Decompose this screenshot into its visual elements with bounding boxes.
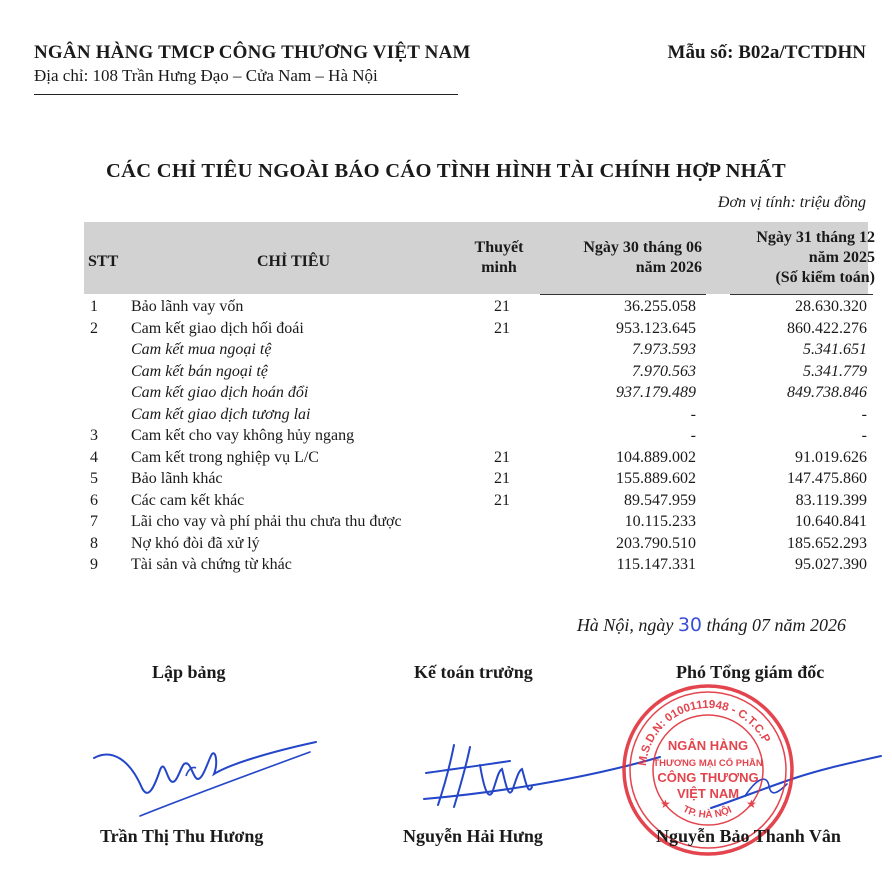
row-stt: 6 xyxy=(90,491,98,509)
row-value-current: 7.970.563 xyxy=(632,362,696,380)
table-row xyxy=(0,340,892,362)
row-value-prior: 10.640.841 xyxy=(795,513,867,530)
row-indicator: Cam kết trong nghiệp vụ L/C xyxy=(131,448,319,466)
preparer-name: Trần Thị Thu Hương xyxy=(100,826,264,846)
table-row xyxy=(0,512,892,534)
table-row xyxy=(0,469,892,491)
row-indicator: Cam kết giao dịch tương lai xyxy=(131,405,311,423)
row-indicator: Bảo lãnh vay vốn xyxy=(131,298,244,315)
row-value-prior: 147.475.860 xyxy=(787,470,867,487)
table-row xyxy=(0,534,892,556)
row-value-prior: 91.019.626 xyxy=(795,448,867,466)
unit-label: Đơn vị tính: triệu đồng xyxy=(717,194,866,211)
row-value-current: - xyxy=(690,427,696,444)
header-col1-line1: Ngày 30 tháng 06 xyxy=(583,239,702,256)
deputy-director-title: Phó Tổng giám đốc xyxy=(676,662,825,682)
header-col2-line1: Ngày 31 tháng 12 xyxy=(756,229,875,246)
row-indicator: Nợ khó đòi đã xử lý xyxy=(131,534,260,552)
seal-line4: VIỆT NAM xyxy=(676,786,740,801)
row-stt: 1 xyxy=(90,298,98,315)
row-value-current: 104.889.002 xyxy=(616,448,696,466)
row-value-current: 155.889.602 xyxy=(616,470,696,487)
row-value-current: 953.123.645 xyxy=(616,319,696,337)
preparer-signature xyxy=(90,730,320,820)
header-period-prior xyxy=(732,228,875,288)
seal-line2: THƯƠNG MẠI CỔ PHẦN xyxy=(653,758,763,769)
row-value-current: 115.147.331 xyxy=(616,556,696,573)
row-value-current: 937.179.489 xyxy=(616,384,696,401)
row-note: 21 xyxy=(494,298,510,315)
header-col1-line2: năm 2026 xyxy=(635,259,702,276)
handwritten-day: 30 xyxy=(677,614,702,636)
header-col2-line3: (Số kiểm toán) xyxy=(775,269,875,286)
seal-ring-bottom: TP. HÀ NỘI xyxy=(680,803,734,821)
table-row xyxy=(0,491,892,513)
row-value-current: 203.790.510 xyxy=(616,534,696,552)
row-indicator: Cam kết giao dịch hối đoái xyxy=(131,319,304,337)
row-stt: 3 xyxy=(90,427,98,444)
table-row xyxy=(0,383,892,405)
seal-star-right: ★ xyxy=(746,797,757,811)
row-value-prior: 5.341.779 xyxy=(803,362,867,380)
table-row xyxy=(0,448,892,470)
bank-address: Địa chỉ: 108 Trần Hưng Đạo – Cửa Nam – Hà Nội xyxy=(34,66,378,85)
header-underline-col1 xyxy=(540,294,706,295)
row-stt: 4 xyxy=(90,448,98,466)
row-note: 21 xyxy=(494,448,510,466)
row-value-current: - xyxy=(690,405,696,423)
row-value-current: 7.973.593 xyxy=(632,341,696,358)
row-indicator: Lãi cho vay và phí phải thu chưa thu được xyxy=(131,513,402,530)
header-note-line2: minh xyxy=(481,259,517,276)
table-row xyxy=(0,297,892,319)
row-note: 21 xyxy=(494,491,510,509)
document-title: CÁC CHỈ TIÊU NGOÀI BÁO CÁO TÌNH HÌNH TÀI CHÍNH HỢP NHẤT xyxy=(105,160,786,182)
row-indicator: Cam kết bán ngoại tệ xyxy=(131,362,268,380)
chief-accountant-name: Nguyễn Hải Hưng xyxy=(403,826,543,846)
bank-name: NGÂN HÀNG TMCP CÔNG THƯƠNG VIỆT NAM xyxy=(34,42,471,63)
row-value-prior: 860.422.276 xyxy=(787,319,867,337)
header-period-current xyxy=(555,238,702,278)
row-value-prior: 83.119.399 xyxy=(795,491,867,509)
table-row xyxy=(0,555,892,577)
header-note xyxy=(470,238,528,278)
seal-star-left: ★ xyxy=(660,797,671,811)
place-date-line xyxy=(577,614,846,636)
preparer-title: Lập bảng xyxy=(152,662,226,682)
row-stt: 9 xyxy=(90,556,98,573)
row-value-prior: 28.630.320 xyxy=(795,298,867,315)
header-indicator: CHỈ TIÊU xyxy=(257,253,331,270)
header-note-line1: Thuyết xyxy=(474,239,524,256)
date-prefix: Hà Nội, ngày xyxy=(576,615,678,635)
seal-line1: NGÂN HÀNG xyxy=(667,738,749,753)
seal-ring-top: M.S.D.N: 0100111948 - C.T.C.P xyxy=(637,698,773,767)
seal-line3: CÔNG THƯƠNG xyxy=(657,770,759,785)
row-indicator: Cam kết cho vay không hủy ngang xyxy=(131,427,355,444)
row-indicator: Các cam kết khác xyxy=(131,491,245,509)
row-indicator: Cam kết giao dịch hoán đổi xyxy=(131,384,309,401)
row-value-prior: - xyxy=(861,405,867,423)
row-stt: 7 xyxy=(90,513,98,530)
row-stt: 2 xyxy=(90,319,98,337)
header-stt: STT xyxy=(88,253,119,270)
date-suffix: tháng 07 năm 2026 xyxy=(702,615,846,635)
table-row xyxy=(0,362,892,384)
row-value-prior: 849.738.846 xyxy=(787,384,867,401)
address-underline xyxy=(34,94,458,95)
table-row xyxy=(0,319,892,341)
row-indicator: Tài sản và chứng từ khác xyxy=(131,556,292,573)
row-indicator: Bảo lãnh khác xyxy=(131,470,223,487)
row-value-prior: 95.027.390 xyxy=(795,556,867,573)
row-value-current: 36.255.058 xyxy=(624,298,696,315)
row-indicator: Cam kết mua ngoại tệ xyxy=(131,341,272,358)
row-note: 21 xyxy=(494,470,510,487)
row-note: 21 xyxy=(494,319,510,337)
header-col2-line2: năm 2025 xyxy=(808,249,875,266)
row-stt: 5 xyxy=(90,470,98,487)
row-value-current: 89.547.959 xyxy=(624,491,696,509)
table-row xyxy=(0,426,892,448)
chief-accountant-title: Kế toán trưởng xyxy=(414,662,533,682)
row-value-prior: 5.341.651 xyxy=(803,341,867,358)
table-row xyxy=(0,405,892,427)
form-code: Mẫu số: B02a/TCTDHN xyxy=(667,42,866,63)
row-value-current: 10.115.233 xyxy=(624,513,696,530)
deputy-director-name: Nguyễn Bảo Thanh Vân xyxy=(656,826,841,846)
row-value-prior: 185.652.293 xyxy=(787,534,867,552)
row-value-prior: - xyxy=(861,427,867,444)
row-stt: 8 xyxy=(90,534,98,552)
header-underline-col2 xyxy=(730,294,873,295)
